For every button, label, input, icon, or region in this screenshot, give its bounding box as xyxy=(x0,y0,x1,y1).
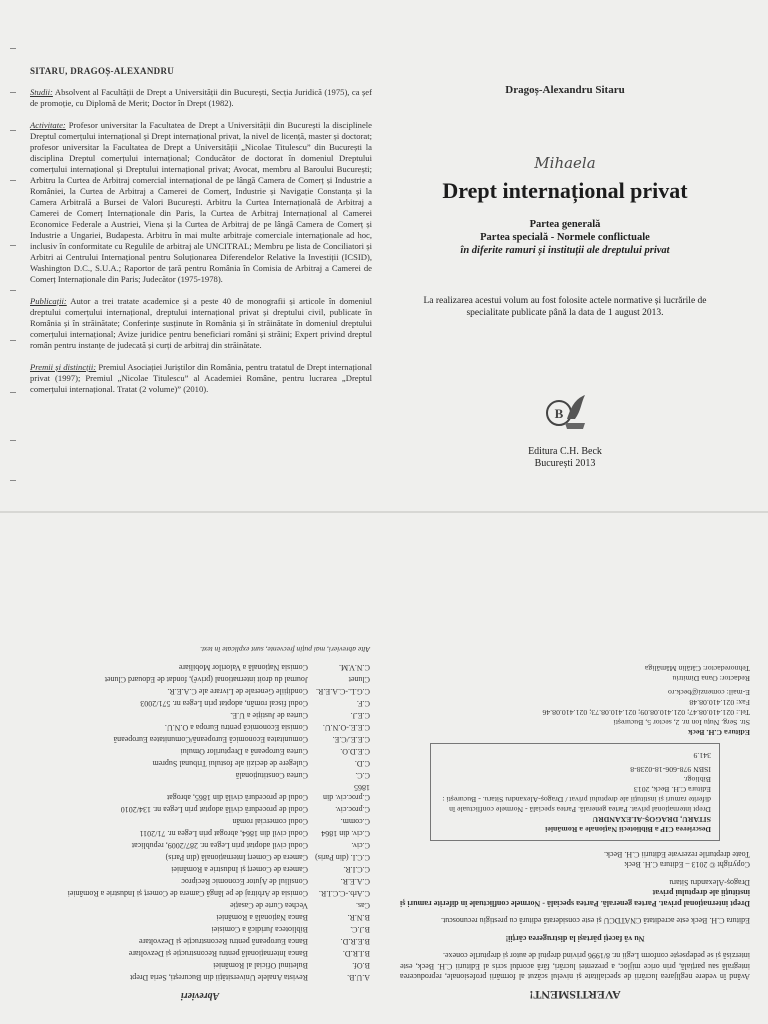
abbreviation-value: Codul de procedură civilă din 1865, abrogat xyxy=(166,793,308,802)
abbreviation-key: B.N.R. xyxy=(347,913,370,922)
warning-slogan: Nu vă faceți părtași la distrugerea cărții! xyxy=(505,934,645,943)
abbreviation-key: C.N.V.M. xyxy=(339,663,370,672)
abbreviation-value: Codul comercial român xyxy=(232,817,308,826)
abbreviations-title: Abrevieri xyxy=(180,990,220,1001)
abbreviation-key: C.C. xyxy=(355,771,370,780)
abbreviation-key: C.Arb.-C.C.I.R. xyxy=(318,889,370,898)
bio-studies: Studii: Absolvent al Facultății de Drept a Universității din București, Secția Juridică (1975), ca șef de promoție, cu Diplomă de Merit; Doctor în Drept (1982). xyxy=(30,87,372,108)
abbreviations-footnote: Alte abrevieri, mai puțin frecvente, sunt explicate în text. xyxy=(199,645,370,654)
abbreviation-key: C.E.E./C.E. xyxy=(332,735,370,744)
book-reference: Drept internațional privat. Partea generală. Partea specială - Normele conflictuale în diferite ramuri și instituții ale dreptului privat Dragoș-Alexandru Sitaru xyxy=(400,878,750,908)
abbreviation-value: Banca Europeană pentru Reconstrucție și Dezvoltare xyxy=(138,937,308,946)
abbreviation-key: C.proc.civ. din 1865 xyxy=(322,783,370,802)
abbreviation-row xyxy=(30,746,370,756)
abbreviation-value: Comunitatea Economică Europeană/Comunitatea Europeană xyxy=(113,735,308,744)
abbreviation-value: Codul fiscal român, adoptat prin Legea nr. 571/2003 xyxy=(140,699,308,708)
abbreviation-row xyxy=(30,960,370,970)
abbreviation-key: A.U.B. xyxy=(347,973,370,982)
abbreviation-value: Comisia de Arbitraj de pe lângă Camera de Comerț și Industrie a României xyxy=(67,889,308,898)
abbreviation-key: C.C.I. (din Paris) xyxy=(315,853,370,862)
abbreviation-row xyxy=(30,816,370,826)
abbreviation-key: Cas. xyxy=(356,901,370,910)
abbreviation-value: Curtea Europeană a Drepturilor Omului xyxy=(180,747,308,756)
abbreviation-key: C.E.J. xyxy=(350,711,370,720)
abbreviation-row xyxy=(30,758,370,768)
author-bio-page xyxy=(30,66,372,406)
abbreviation-row xyxy=(30,722,370,732)
abbreviation-value: Banca Națională a României xyxy=(216,913,308,922)
rotated-content xyxy=(0,512,768,1024)
cnatdcu-note: Editura C.H. Beck este acreditată CNATDCU și este considerată editură cu prestigiu recunoscut. xyxy=(440,916,750,926)
abbreviation-value: Comisia Națională a Valorilor Mobiliare xyxy=(178,663,308,672)
bio-heading: SITARU, DRAGOȘ-ALEXANDRU xyxy=(30,66,175,76)
abbreviation-row xyxy=(30,662,370,672)
abbreviation-row xyxy=(30,888,370,898)
abbreviation-value: Camera de Comerț Internațională (din Paris) xyxy=(165,853,308,862)
abbreviation-row xyxy=(30,948,370,958)
publisher-name: Editura C.H. Beck xyxy=(528,446,602,457)
cip-box: Descrierea CIP a Bibliotecii Naționale a României SITARU, DRAGOȘ-ALEXANDRU Drept internațional privat. Partea generală. Partea specială - Normele conflictuale în diferite ramuri și instituții ale dreptului privat / Dragoș-Alexandru Sitaru. - București : Editura C.H. Beck, 2013 Bibliogr. ISBN 978-606-18-0238-8 341.9 xyxy=(430,744,720,842)
book-title: Drept internațional privat xyxy=(442,178,688,203)
abbreviation-value: Vechea Curte de Casație xyxy=(230,901,308,910)
abbreviation-key: Clunet xyxy=(348,675,370,684)
publisher-contact: Editura C.H. Beck Str. Serg. Nuțu Ion nr. 2, sector 5, București Tel.: 021.410.08.47; 021.410.08.09; 021.410.08.73; 021.410.08.46 Fax: 021.410.08.48 E-mail: comenzi@beck.ro Redactor: Oana Dimitriu Tehnoredactor: Cătălin Mămăliga xyxy=(542,664,750,738)
abbreviation-row xyxy=(30,686,370,696)
abbreviation-row xyxy=(30,852,370,862)
svg-text:B: B xyxy=(554,406,564,421)
bio-publications: Publicații: Autor a trei tratate academice și a peste 40 de monografii și articole în domeniul dreptului comerțului internațional, dreptului internațional privat și dreptului civil, publicate în România și în străinătate; Conferințe susținute în România și în străinătate în domeniul dreptului comerțului internațional; Avize juridice pentru beneficiari români și străini; Expert privind dreptul român pentru instanțe de judecată și curți de arbitraj din străinătate. xyxy=(30,296,372,350)
abbreviation-row xyxy=(30,710,370,720)
abbreviation-value: Consiliul de Ajutor Economic Reciproc xyxy=(181,877,308,886)
bio-awards: Premii și distincții: Premiul Asociației Juriștilor din România, pentru tratatul de Drept internațional privat (1997); Premiul „Nicolae Titulescu” al Academiei Române, pentru lucrarea „Dreptul comerțului internațional. Tratat (2 volume)” (2010). xyxy=(30,362,372,394)
abbreviation-row xyxy=(30,972,370,982)
abbreviation-value: Camera de Comerț și Industrie a României xyxy=(171,865,308,874)
abbreviation-key: C.E.E.-O.N.U. xyxy=(322,723,370,732)
abbreviation-row xyxy=(30,674,370,684)
abbreviation-row xyxy=(30,828,370,838)
copyright-page xyxy=(400,664,750,1001)
abbreviation-row xyxy=(30,734,370,744)
abbreviation-key: B.I.R.D. xyxy=(342,949,370,958)
abbreviation-key: B.E.R.D. xyxy=(340,937,370,946)
abbreviation-row xyxy=(30,840,370,850)
title-author: Dragoș-Alexandru Sitaru xyxy=(505,84,625,96)
abbreviation-row xyxy=(30,864,370,874)
abbreviation-value: Biblioteca Juridică a Comisiei xyxy=(211,925,308,934)
abbreviations-list xyxy=(30,662,370,982)
abbreviation-row xyxy=(30,782,370,802)
abbreviation-row xyxy=(30,770,370,780)
warning-text: Având în vedere neglijarea lucrării de specialitate și nivelul scăzut al formării profesionale, reproducerea integrală sau parțială, prin orice mijloc, a prezentei lucrări, fără acordul scris al Editurii C.H. Beck, este interzisă și se pedepsește conform Legii nr. 8/1996 privind dreptul de autor și drepturile conexe. xyxy=(400,951,750,982)
bio-activity: Activitate: Profesor universitar la Facultatea de Drept a Universității din București la disciplinele Dreptul comerțului internațional și Drept internațional privat, la nivel de licență, master și doctorat; profesor universitar la Facultatea de Drept a Universității „Nicolae Titulescu” din București la disciplina Dreptul comerțului internațional; Conducător de doctorat în domeniul Dreptului comerțului internațional și Dreptului internațional privat; Avocat, membru al Baroului București; Arbitru la Curtea de Arbitraj comercial internațional de pe lângă Camera de Comerț și Industrie a României, la Curtea de Arbitraj a Camerei de Comerț, Industrie și Navigație Constanța și la Camera Arbitrală a Bursei de Valori București. Arbitru la Curtea Internațională de Arbitraj a Camerei de Comerț Internaționale din Paris, la Curtea de Arbitraj Internațional al Camerei Economice Federale a Austriei, Viena și la Curtea de Arbitraj de pe lângă Camera de Comerț și Industrie a Ungariei, Budapesta. Arbitru în mai multe arbitraje comerciale internaționale ad hoc, inclusiv în conformitate cu Regulile de arbitraj ale UNCITRAL; Membru pe lista de Conciliatori și Arbitri ai Centrului Internațional pentru Soluționarea Diferendelor Relative la Investiții (ICSID), Washington D.C., S.U.A.; Raportor de țară pentru România în Comisia de Arbitraj a Camerei de Comerț Internaționale din Paris; Judecător (1975-1978). xyxy=(30,120,372,284)
abbreviation-key: C.G.L.-C.A.E.R. xyxy=(316,687,370,696)
abbreviation-row xyxy=(30,936,370,946)
publisher-logo-icon xyxy=(541,389,589,435)
abbreviation-row xyxy=(30,804,370,814)
abbreviation-key: C.proc.civ. xyxy=(335,805,370,814)
abbreviations-page xyxy=(30,644,370,1000)
abbreviation-key: C.D. xyxy=(354,759,370,768)
abbreviation-value: Culegere de decizii ale fostului Tribunal Suprem xyxy=(152,759,308,768)
abbreviation-value: Codul civil din 1864, abrogat prin Legea nr. 71/2011 xyxy=(139,829,308,838)
book-subtitle: Partea generală Partea specială - Normele conflictuale în diferite ramuri și instituții ale dreptului privat xyxy=(460,219,670,256)
bottom-spread-upside-down xyxy=(0,512,768,1024)
abbreviation-key: C.C.I.R. xyxy=(343,865,370,874)
abbreviation-value: Banca Internațională pentru Reconstrucție și Dezvoltare xyxy=(128,949,308,958)
abbreviation-value: Curtea Constituțională xyxy=(235,771,308,780)
abbreviation-value: Buletinul Oficial al României xyxy=(213,961,308,970)
copyright-line: Copyright © 2013 – Editura C.H. Beck Toate drepturile rezervate Editurii C.H. Beck. xyxy=(603,850,750,870)
warning-title: AVERTISMENT! xyxy=(529,988,621,1002)
abbreviation-key: B.Of. xyxy=(352,961,370,970)
title-page xyxy=(398,80,732,470)
publisher-city-year: București 2013 xyxy=(534,458,596,469)
abbreviation-key: C.civ. xyxy=(351,841,370,850)
abbreviation-key: C.civ. din 1864 xyxy=(321,829,370,838)
abbreviation-key: C.comm. xyxy=(340,817,370,826)
abbreviation-row xyxy=(30,698,370,708)
abbreviation-key: B.J.C. xyxy=(350,925,370,934)
abbreviation-value: Revista Analele Universității din București, Seria Drept xyxy=(130,973,308,982)
currency-note: La realizarea acestui volum au fost folosite actele normative și lucrările de specialitate publicate până la data de 1 august 2013. xyxy=(423,296,707,318)
abbreviation-row xyxy=(30,912,370,922)
abbreviation-value: Curtea de Justiție a U.E. xyxy=(230,711,308,720)
handwritten-note: Mihaela xyxy=(534,154,596,172)
abbreviation-value: Journal du droit international (privé), fondat de Edouard Clunet xyxy=(104,675,308,684)
abbreviation-key: C.F. xyxy=(356,699,370,708)
abbreviation-row xyxy=(30,924,370,934)
abbreviation-row xyxy=(30,876,370,886)
abbreviation-row xyxy=(30,900,370,910)
abbreviation-key: C.A.E.R. xyxy=(340,877,370,886)
abbreviation-key: C.E.D.O. xyxy=(340,747,370,756)
abbreviation-value: Codul de procedură civilă adoptat prin Legea nr. 134/2010 xyxy=(120,805,308,814)
abbreviation-value: Comisia Economică pentru Europa a O.N.U. xyxy=(164,723,308,732)
abbreviation-value: Condițiile Generale de Livrare ale C.A.E.R. xyxy=(167,687,308,696)
abbreviation-value: Codul civil adoptat prin Legea nr. 287/2009, republicat xyxy=(131,841,308,850)
left-margin-marks xyxy=(10,40,18,510)
